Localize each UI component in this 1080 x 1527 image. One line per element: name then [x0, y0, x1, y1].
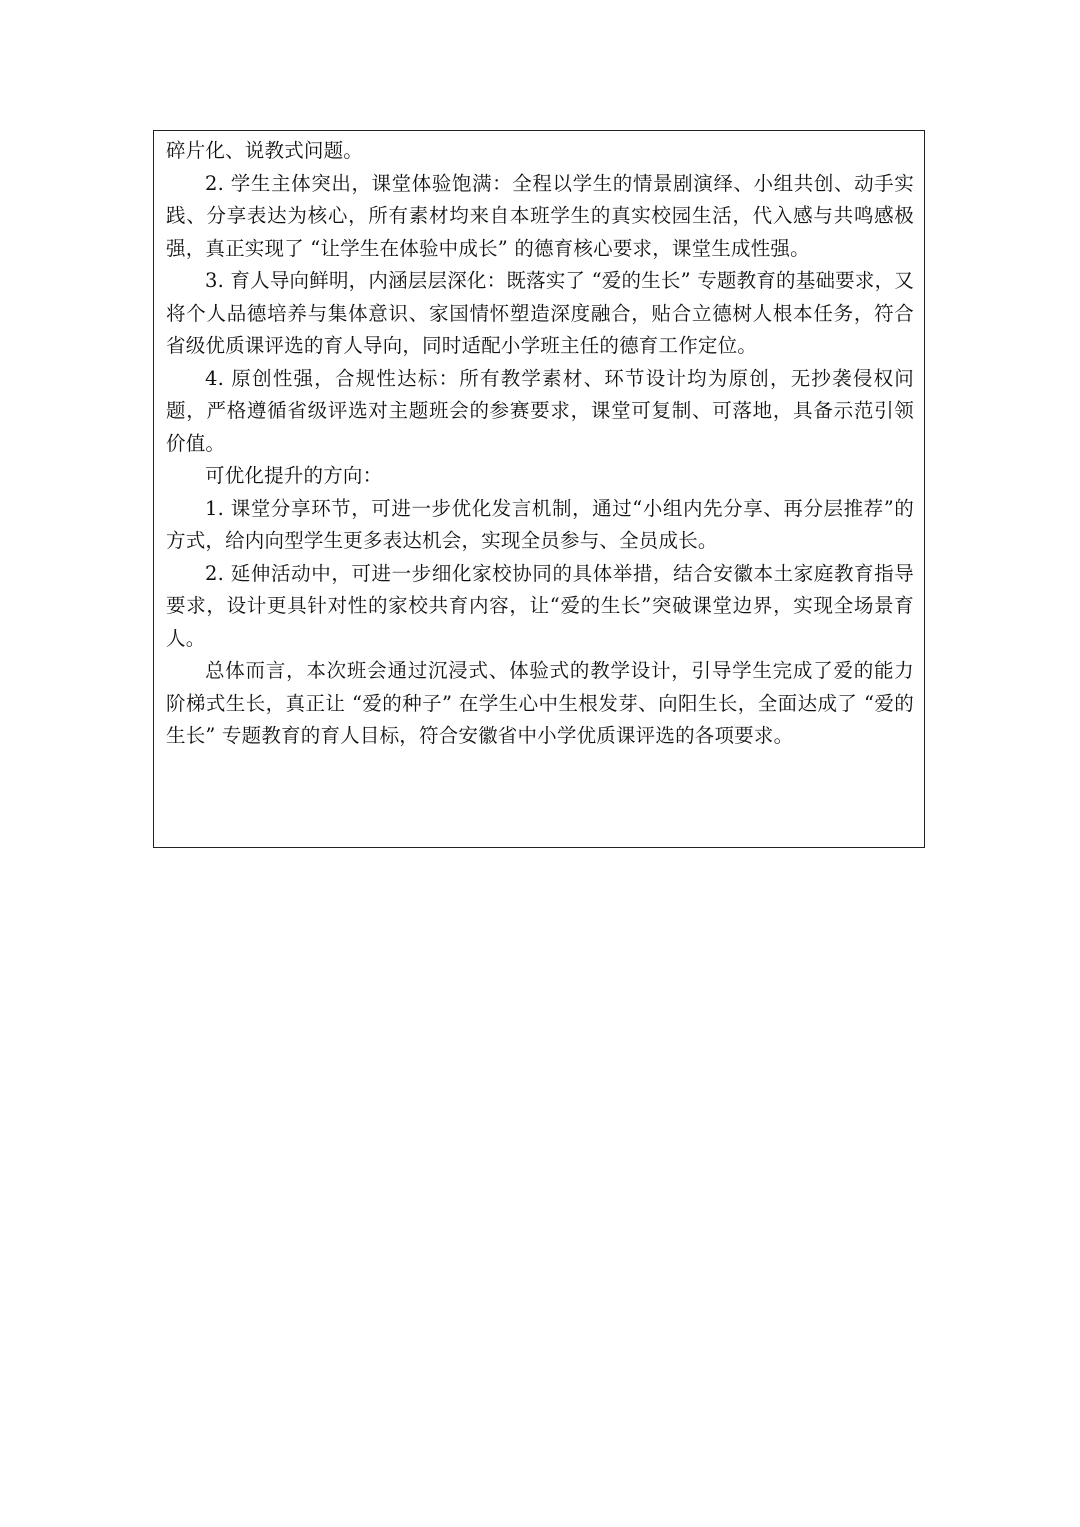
paragraph-point-2: 2. 学生主体突出，课堂体验饱满：全程以学生的情景剧演绎、小组共创、动手实践、分享表达为核心，所有素材均来自本班学生的真实校园生活，代入感与共鸣感极强，真正实现了 “让学生在体验中成长” 的德育核心要求，课堂生成性强。 — [166, 171, 914, 260]
paragraph-continuation: 碎片化、说教式问题。 — [166, 139, 364, 162]
paragraph-improvement-1: 1. 课堂分享环节，可进一步优化发言机制，通过“小组内先分享、再分层推荐”的方式，给内向型学生更多表达机会，实现全员参与、全员成长。 — [166, 496, 914, 552]
paragraph-point-4: 4. 原创性强，合规性达标：所有教学素材、环节设计均为原创，无抄袭侵权问题，严格遵循省级评选对主题班会的参赛要求，课堂可复制、可落地，具备示范引领价值。 — [166, 366, 914, 455]
paragraph-improvement-2: 2. 延伸活动中，可进一步细化家校协同的具体举措，结合安徽本土家庭教育指导要求，设计更具针对性的家校共育内容，让“爱的生长”突破课堂边界，实现全场景育人。 — [166, 561, 914, 650]
paragraph-point-3: 3. 育人导向鲜明，内涵层层深化：既落实了 “爱的生长” 专题教育的基础要求，又将个人品德培养与集体意识、家国情怀塑造深度融合，贴合立德树人根本任务，符合省级优质课评选的育人导向，同时适配小学班主任的德育工作定位。 — [166, 269, 914, 357]
evaluation-table-cell — [153, 130, 925, 848]
improvement-heading: 可优化提升的方向： — [205, 464, 383, 487]
paragraph-summary: 总体而言，本次班会通过沉浸式、体验式的教学设计，引导学生完成了爱的能力阶梯式生长，真正让 “爱的种子” 在学生心中生根发芽、向阳生长，全面达成了 “爱的生长” 专题教育的育人目标，符合安徽省中小学优质课评选的各项要求。 — [166, 659, 914, 747]
